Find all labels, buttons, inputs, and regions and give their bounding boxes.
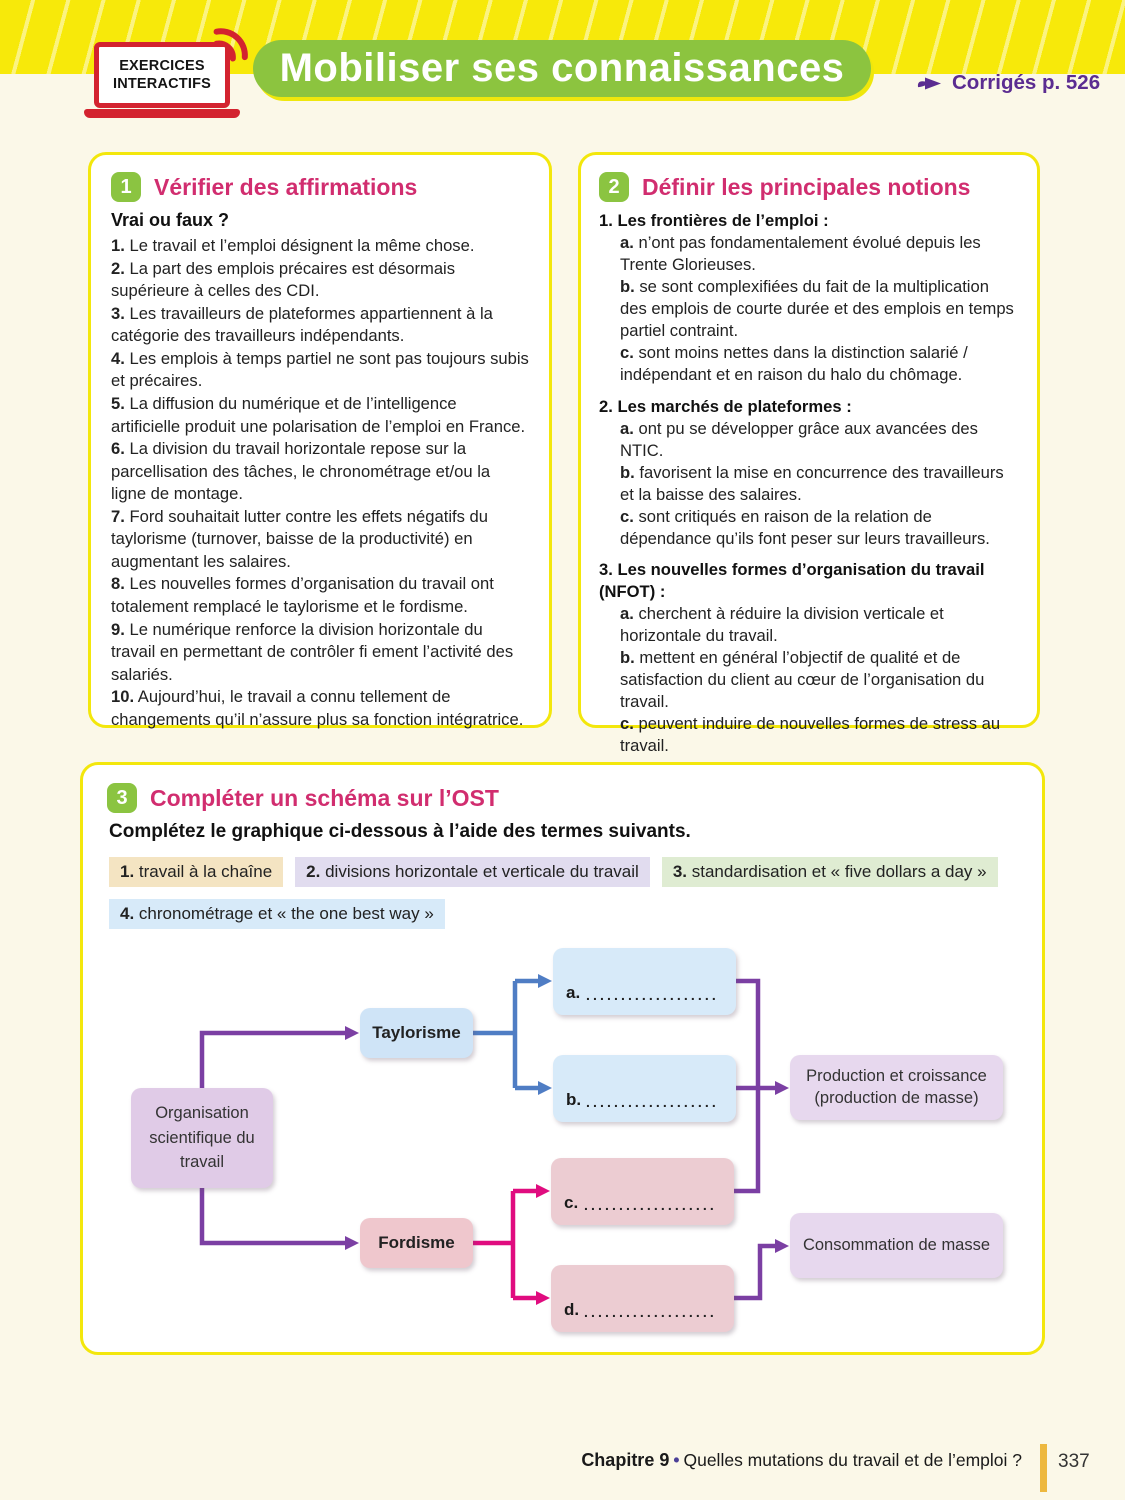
corrections-label: Corrigés p. 526 (952, 71, 1101, 94)
term-chips-row-1 (109, 857, 1018, 887)
dotted-answer-line: ................... (584, 1197, 717, 1213)
statement-3: 3. Les travailleurs de plateformes appartiennent à la catégorie des travailleurs indépendants. (111, 303, 493, 346)
exercise-3-title: Compléter un schéma sur l’OST (150, 784, 499, 811)
statement-5: 5. La diffusion du numérique et de l’intelligence artificielle produit une polarisation de l’emploi en France. (111, 393, 526, 436)
statement-9: 9. Le numérique renforce la division horizontale du travail en permettant de contrôler fi ement l’activité des salariés. (111, 619, 514, 684)
exercise-2-number-badge: 2 (599, 172, 629, 202)
exercise-3-number-badge: 3 (107, 783, 137, 813)
exercise-3-header (107, 783, 1018, 813)
question-2-option-c: c. sont critiqués en raison de la relation de dépendance qu’ils font peser sur leurs travailleurs. (620, 506, 990, 548)
question-1-option-c: c. sont moins nettes dans la distinction salarié / indépendant et en raison du halo du chômage. (620, 343, 968, 385)
footer-chapter-line (0, 1450, 1022, 1471)
exercise-3-card (80, 762, 1045, 1355)
exercise-1-header (111, 172, 529, 202)
question-2 (599, 396, 1019, 550)
logo-text-line2: INTERACTIFS (112, 76, 212, 92)
question-1-option-b: b. se sont complexifiées du fait de la multiplication des emplois de courte durée et des emplois en temps partiel contraint. (620, 277, 1014, 341)
exercise-2-card (578, 152, 1040, 756)
arrow-right-icon (916, 75, 943, 92)
statement-6: 6. La division du travail horizontale repose sur la parcellisation des tâches, le chronométrage et/ou la ligne de montage. (111, 439, 491, 504)
diagram-slot-b: b. ................... (553, 1055, 736, 1122)
chapter-title: Quelles mutations du travail et de l’emploi ? (683, 1450, 1022, 1470)
ost-diagram (83, 943, 1048, 1353)
diagram-node-production: Production et croissance (production de masse) (790, 1055, 1003, 1120)
question-2-stem: 2. Les marchés de plateformes : (599, 396, 852, 416)
statement-1: 1. Le travail et l’emploi désignent la même chose. (111, 236, 475, 255)
corrections-reference (916, 71, 1100, 95)
diagram-slot-a: a. ................... (553, 948, 736, 1015)
exercise-2-title: Définir les principales notions (642, 173, 971, 200)
statement-8: 8. Les nouvelles formes d’organisation du travail ont totalement remplacé le taylorisme et le fordisme. (111, 574, 494, 616)
question-2-option-b: b. favorisent la mise en concurrence des travailleurs et la baisse des salaires. (620, 462, 1004, 504)
diagram-node-ost: Organisation scientifique du travail (131, 1088, 273, 1188)
diagram-node-taylorisme: Taylorisme (360, 1008, 473, 1058)
question-1-option-a: a. n’ont pas fondamentalement évolué depuis les Trente Glorieuses. (620, 233, 981, 275)
exercise-1-card (88, 152, 552, 728)
dotted-answer-line: ................... (586, 987, 719, 1003)
question-2-option-a: a. ont pu se développer grâce aux avancées des NTIC. (620, 418, 978, 460)
statement-10: 10. Aujourd’hui, le travail a connu tellement de changements qu’il n’assure plus sa fonction intégratrice. (111, 687, 524, 729)
chapter-number: Chapitre 9 (581, 1450, 670, 1470)
question-3-option-a: a. cherchent à réduire la division verticale et horizontale du travail. (620, 604, 944, 646)
banner-title: Mobiliser ses connaissances (279, 46, 845, 90)
term-chip-3: 3. standardisation et « five dollars a day » (662, 857, 998, 887)
section-banner (253, 40, 871, 97)
question-3-option-c: c. peuvent induire de nouvelles formes de stress au travail. (620, 714, 1001, 756)
statement-7: 7. Ford souhaitait lutter contre les effets négatifs du taylorisme (turnover, baisse de la productivité) en augmentant les salaires. (111, 506, 488, 571)
exercise-1-title: Vérifier des affirmations (154, 173, 418, 200)
exercise-2-header (599, 172, 1019, 202)
statement-4: 4. Les emplois à temps partiel ne sont pas toujours subis et précaires. (111, 348, 529, 391)
term-chip-2: 2. divisions horizontale et verticale du travail (295, 857, 650, 887)
dotted-answer-line: ................... (586, 1094, 719, 1110)
dotted-answer-line: ................... (584, 1304, 717, 1320)
term-chip-1: 1. travail à la chaîne (109, 857, 283, 887)
question-3-option-b: b. mettent en général l’objectif de qualité et de satisfaction du client au cœur de l’organisation du travail. (620, 648, 985, 712)
laptop-icon (94, 42, 230, 108)
page-number-bar (1040, 1444, 1047, 1492)
question-3-stem: 3. Les nouvelles formes d’organisation du travail (NFOT) : (599, 559, 985, 601)
diagram-node-consommation: Consommation de masse (790, 1213, 1003, 1278)
question-3 (599, 559, 1019, 758)
interactive-exercises-logo (84, 26, 244, 110)
diagram-slot-c: c. ................... (551, 1158, 734, 1225)
true-false-subtitle: Vrai ou faux ? (111, 210, 230, 230)
question-1 (599, 210, 1019, 387)
diagram-slot-d: d. ................... (551, 1265, 734, 1332)
term-chips-row-2 (109, 899, 1018, 929)
page-number: 337 (1058, 1451, 1090, 1472)
exercise-3-instruction: Complétez le graphique ci-dessous à l’aide des termes suivants. (109, 821, 691, 842)
exercise-1-number-badge: 1 (111, 172, 141, 202)
diagram-node-fordisme: Fordisme (360, 1218, 473, 1268)
term-chip-4: 4. chronométrage et « the one best way » (109, 899, 445, 929)
statement-2: 2. La part des emplois précaires est désormais supérieure à celles des CDI. (111, 258, 456, 301)
footer-separator-dot: • (673, 1450, 680, 1470)
question-1-stem: 1. Les frontières de l’emploi : (599, 211, 829, 230)
laptop-base (84, 109, 240, 118)
logo-text-line1: EXERCICES (119, 57, 205, 74)
